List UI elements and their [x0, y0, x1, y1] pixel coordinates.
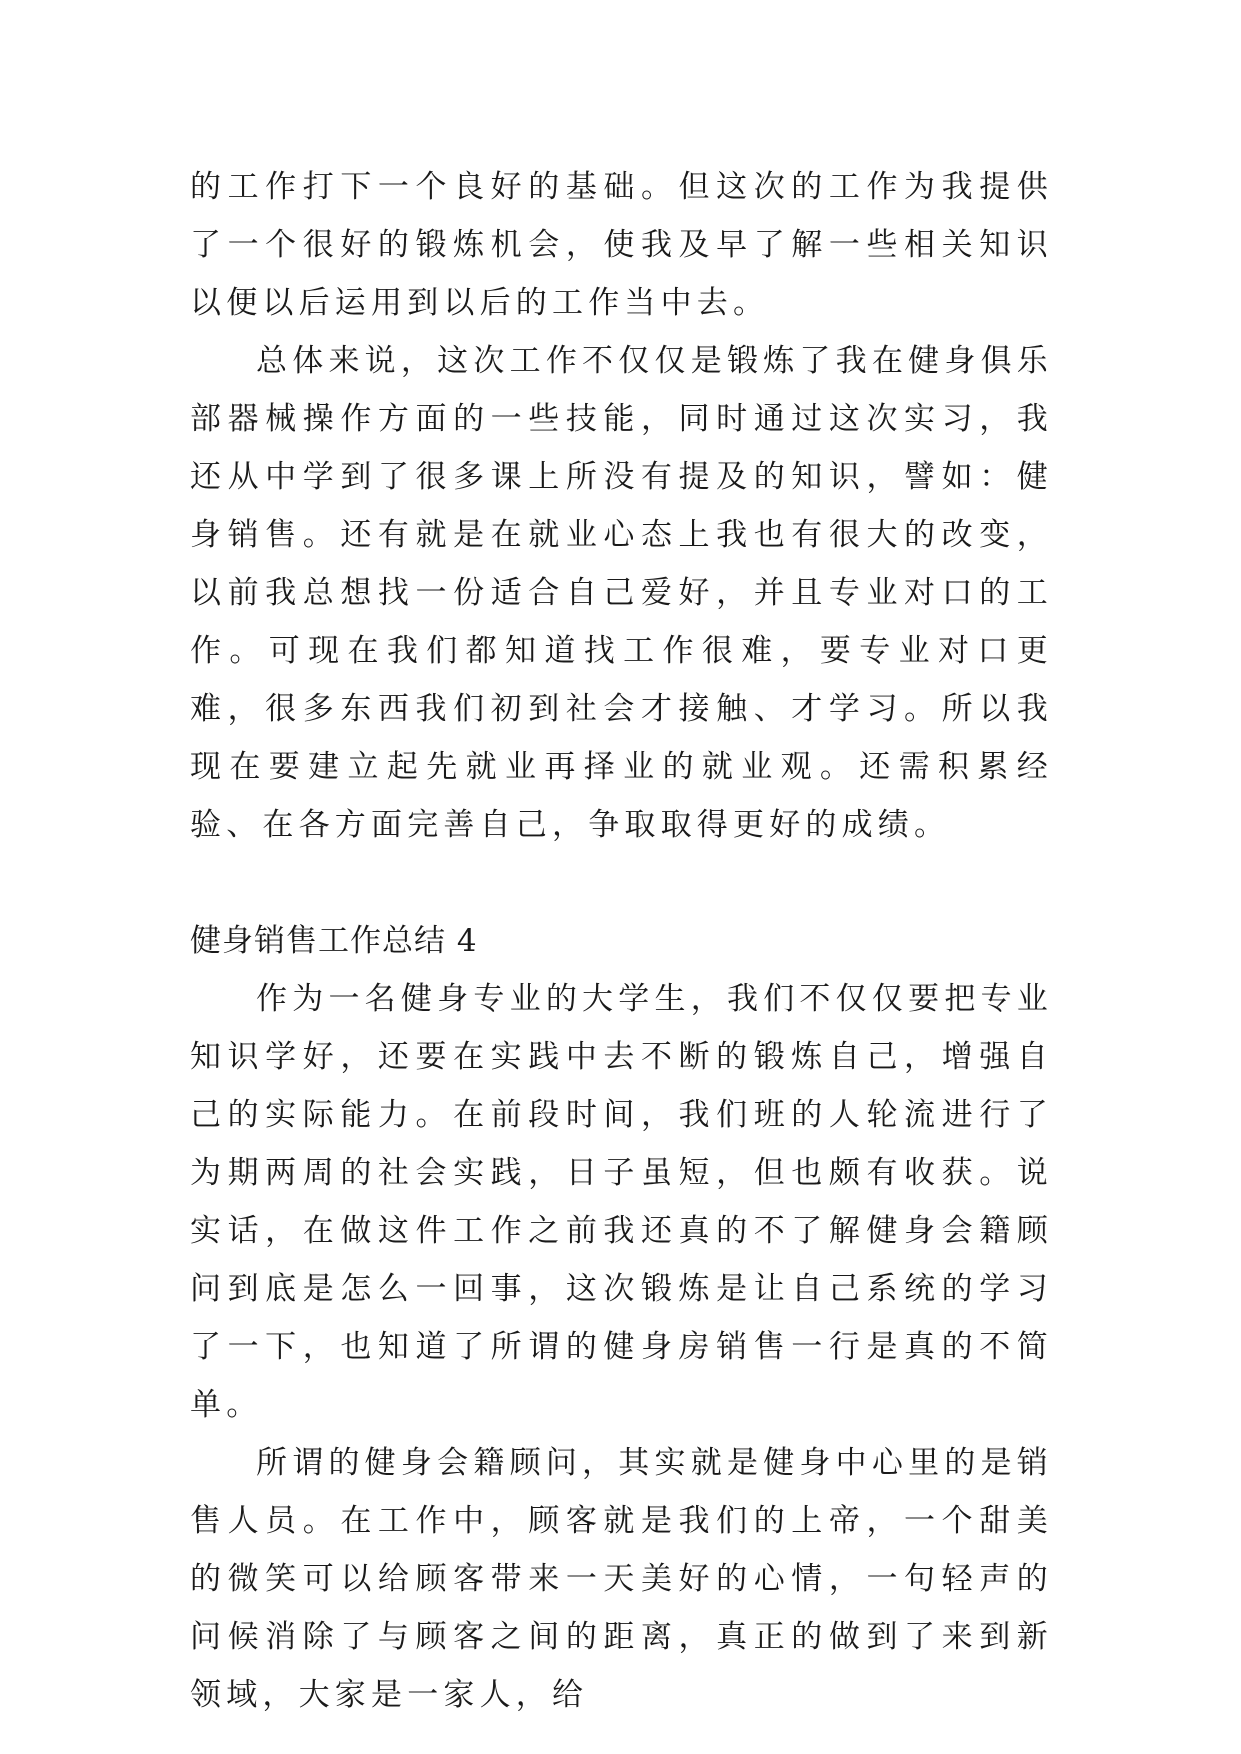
section-heading: 健身销售工作总结 4 [190, 923, 478, 959]
paragraph-continuation: 的工作打下一个良好的基础。但这次的工作为我提供了一个很好的锻炼机会，使我及早了解一些相关知识以便以后运用到以后的工作当中去。 [190, 169, 1053, 321]
paragraph-intro: 作为一名健身专业的大学生，我们不仅仅要把专业知识学好，还要在实践中去不断的锻炼自己，增强自己的实际能力。在前段时间，我们班的人轮流进行了为期两周的社会实践，日子虽短，但也颇有收获。说实话，在做这件工作之前我还真的不了解健身会籍顾问到底是怎么一回事，这次锻炼是让自己系统的学习了一下，也知道了所谓的健身房销售一行是真的不简单。 [190, 981, 1053, 1423]
paragraph-summary: 总体来说，这次工作不仅仅是锻炼了我在健身俱乐部器械操作方面的一些技能，同时通过这次实习，我还从中学到了很多课上所没有提及的知识，譬如：健身销售。还有就是在就业心态上我也有很大的改变，以前我总想找一份适合自己爱好，并且专业对口的工作。可现在我们都知道找工作很难，要专业对口更难，很多东西我们初到社会才接触、才学习。所以我现在要建立起先就业再择业的就业观。还需积累经验、在各方面完善自己，争取取得更好的成绩。 [190, 343, 1053, 843]
document-body [190, 158, 1053, 1724]
paragraph-membership-consultant: 所谓的健身会籍顾问，其实就是健身中心里的是销售人员。在工作中，顾客就是我们的上帝，一个甜美的微笑可以给顾客带来一天美好的心情，一句轻声的问候消除了与顾客之间的距离，真正的做到了来到新领域，大家是一家人，给 [190, 1445, 1053, 1713]
